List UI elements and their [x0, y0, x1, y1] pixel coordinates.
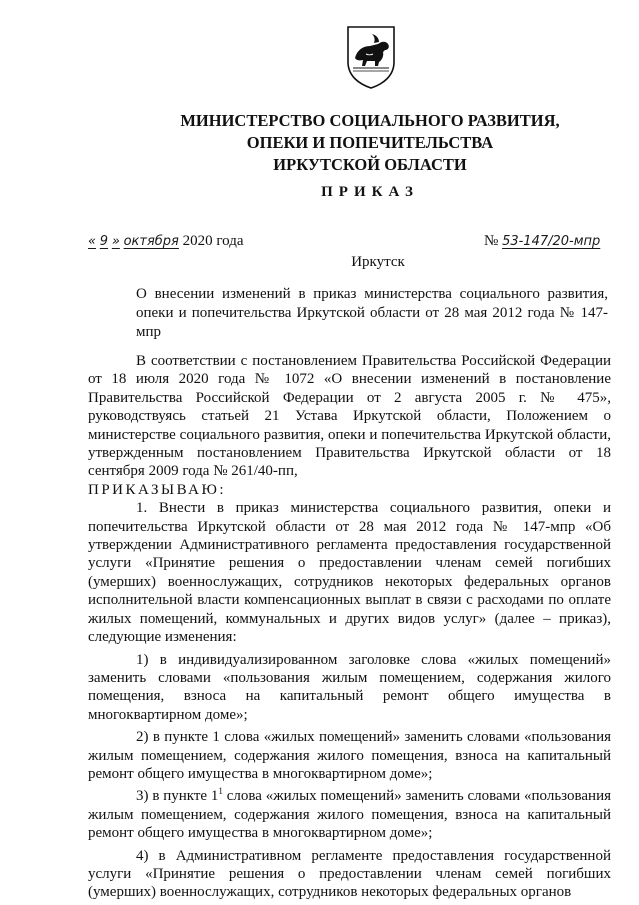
- ministry-line-3: ИРКУТСКОЙ ОБЛАСТИ: [273, 155, 467, 174]
- order-body: [88, 352, 611, 902]
- ministry-line-2: ОПЕКИ И ПОПЕЧИТЕЛЬСТВА: [246, 133, 494, 152]
- coat-of-arms-icon: [345, 24, 397, 90]
- ministry-header: [160, 110, 580, 176]
- item-1-3-rest: слова «жилых помещений» заменить словами «пользования жилым помещением, содержания жилого помещения, взноса на капитальный ремонт общего имущества в многоквартирном доме»;: [88, 788, 611, 842]
- order-number: [484, 233, 600, 250]
- item-1-3-superscript: 1: [218, 786, 223, 797]
- document-type: ПРИКАЗ: [321, 184, 419, 200]
- number-value: 53-147/20-мпр: [502, 234, 601, 249]
- order-word: ПРИКАЗЫВАЮ:: [88, 481, 227, 498]
- item-1-2: 2) в пункте 1 слова «жилых помещений» заменить словами «пользования жилым помещением, содержания жилого помещения, взноса на капитальный ремонт общего имущества в многоквартирном доме»;: [88, 729, 611, 782]
- order-date: [88, 233, 244, 250]
- item-1: 1. Внести в приказ министерства социального развития, опеки и попечительства Иркутской области от 28 мая 2012 года № 147-мпр «Об утверждении Административного регламента предоставления государственной услуги «Принятие решения о предоставлении членам семей погибших (умерших) военнослужащих, сотрудников некоторых федеральных органов исполнительной власти компенсационных выплат в связи с расходами по оплате жилых помещений, коммунальных и других видов услуг» (далее – приказ), следующие изменения:: [88, 500, 611, 646]
- item-1-3: [88, 787, 611, 842]
- order-subject: О внесении изменений в приказ министерства социального развития, опеки и попечительства Иркутской области от 28 мая 2012 года № 147-мпр: [136, 286, 608, 340]
- item-1-1: 1) в индивидуализированном заголовке слова «жилых помещений» заменить словами «пользования жилым помещением, содержания жилого помещения, взноса на капитальный ремонт общего имущества в многоквартирном доме»;: [88, 651, 611, 723]
- city: Иркутск: [351, 254, 405, 270]
- date-open-quote: «: [88, 234, 97, 249]
- number-label: №: [484, 233, 499, 249]
- date-close-quote: »: [111, 234, 120, 249]
- ministry-line-1: МИНИСТЕРСТВО СОЦИАЛЬНОГО РАЗВИТИЯ,: [180, 111, 560, 130]
- date-month: октября: [123, 234, 179, 249]
- item-1-3-start: 3) в пункте 1: [136, 788, 219, 805]
- date-year: 2020 года: [182, 233, 244, 249]
- preamble: В соответствии с постановлением Правительства Российской Федерации от 18 июля 2020 года № 1072 «О внесении изменений в постановление Правительства Российской Федерации от 2 августа 2005 г. № 475», руководствуясь статьей 21 Устава Иркутской области, Положением о министерстве социального развития, опеки и попечительства Иркутской области, утвержденным постановлением Правительства Иркутской области от 18 сентября 2009 года № 261/40-пп,: [88, 353, 611, 480]
- date-day: 9: [99, 234, 109, 249]
- item-1-4: 4) в Административном регламенте предоставления государственной услуги «Принятие решения о предоставлении членам семей погибших (умерших) военнослужащих, сотрудников некоторых федеральных органов: [88, 847, 611, 901]
